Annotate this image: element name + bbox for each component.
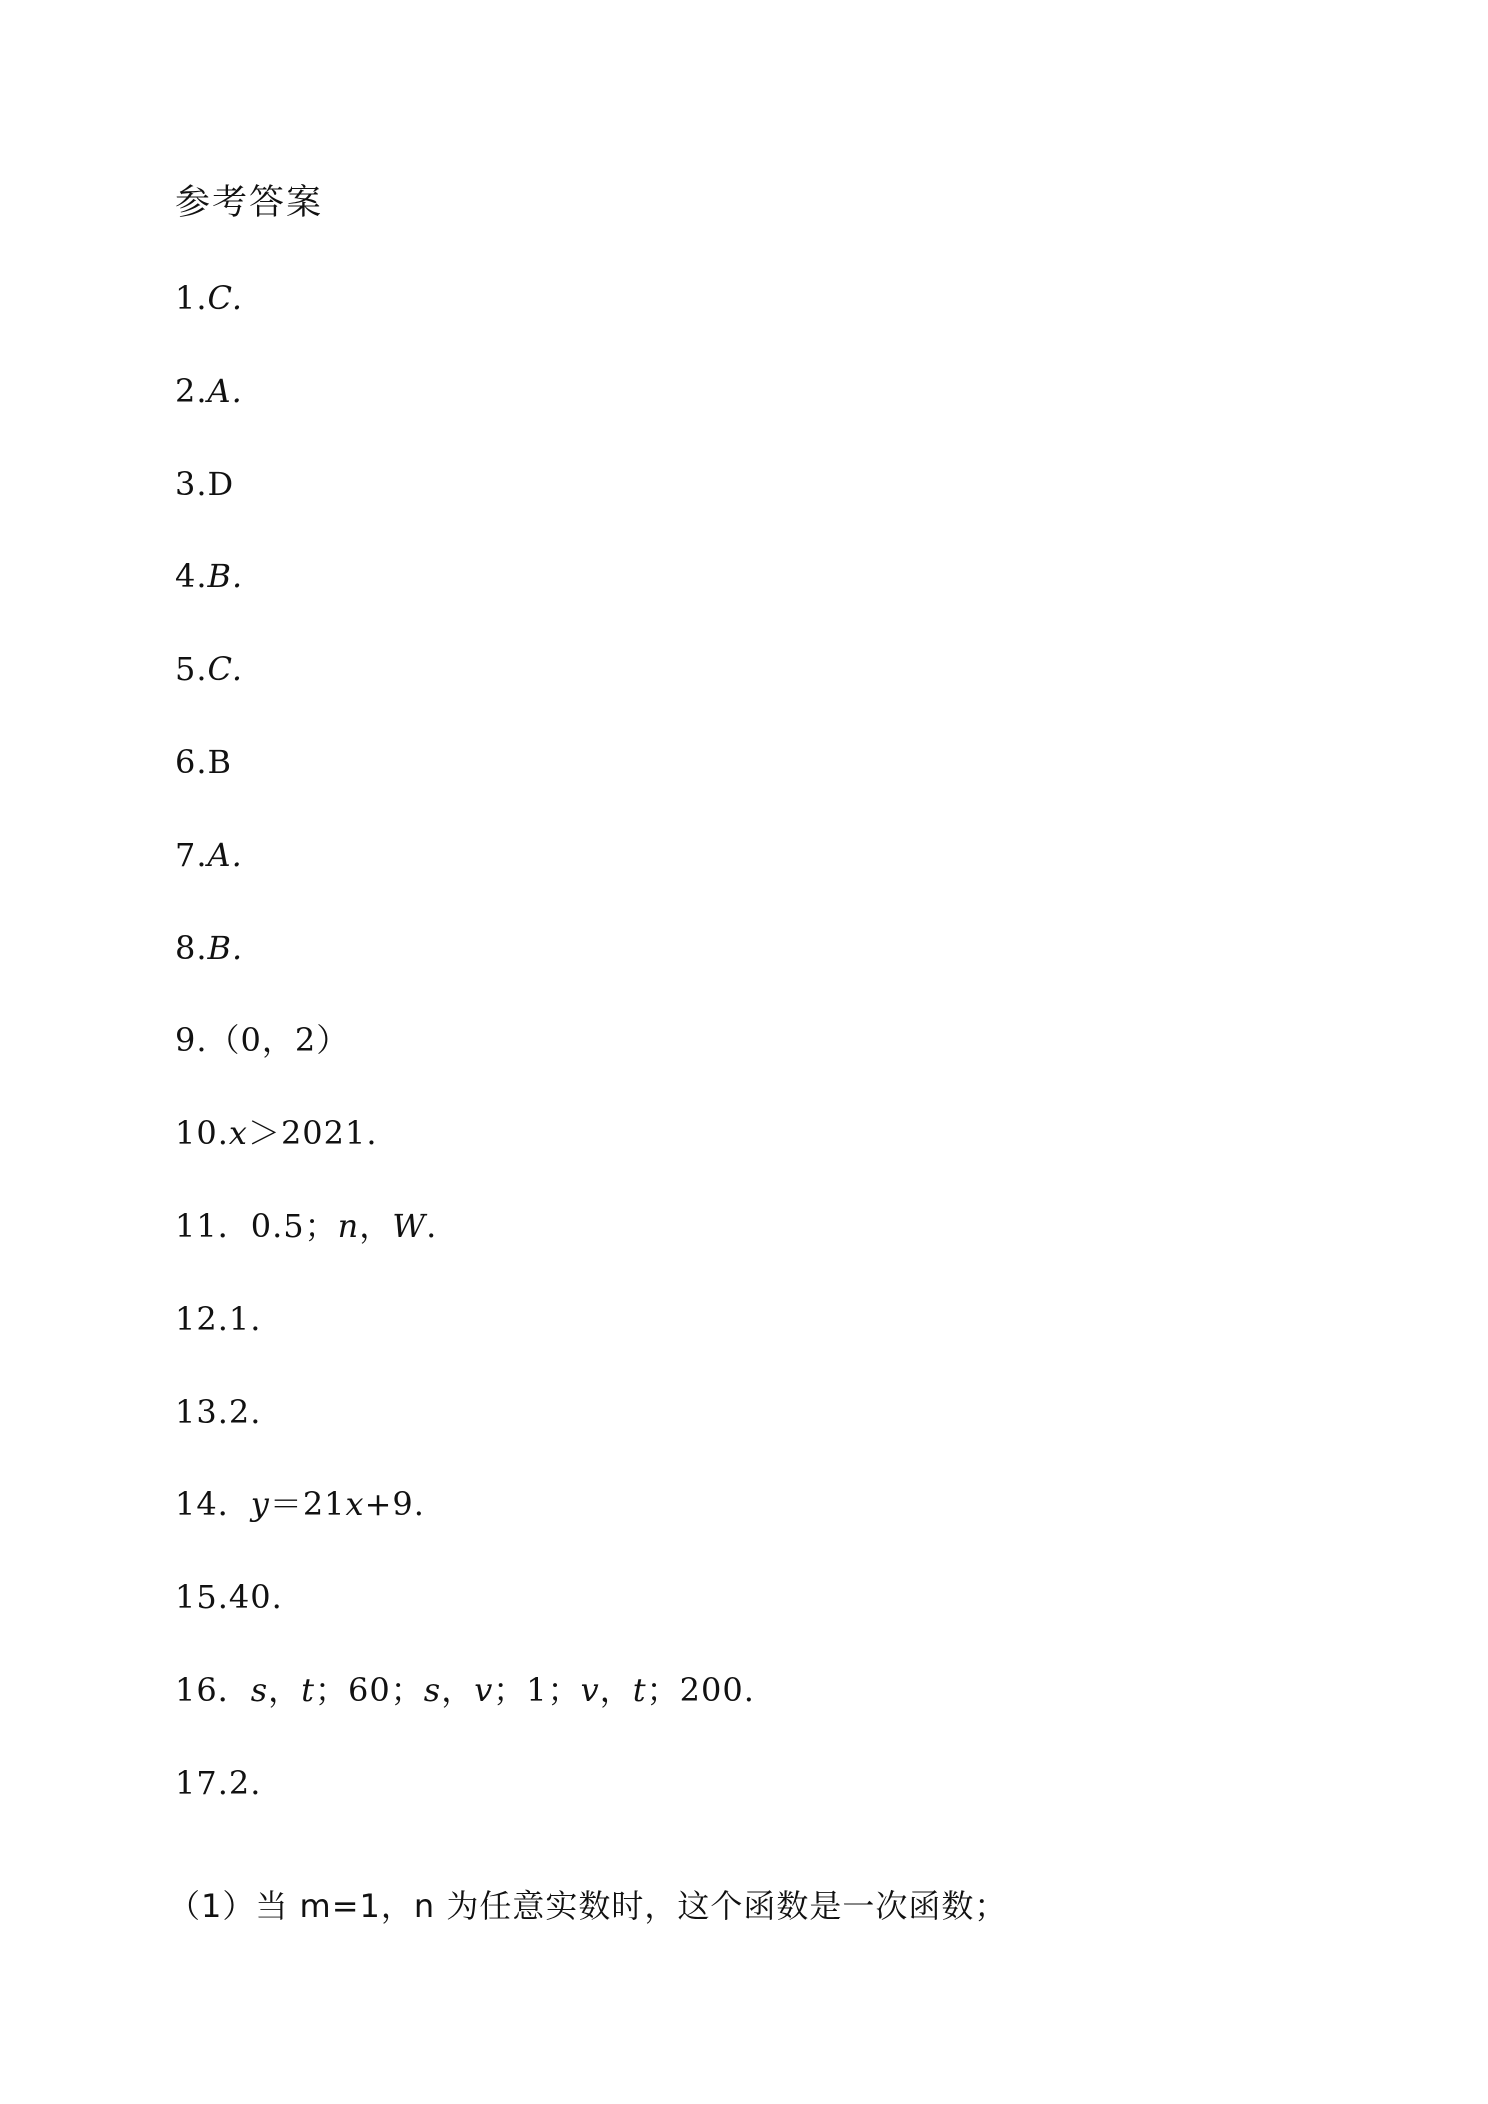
answer-text: .	[426, 1207, 438, 1245]
answer-text: A.	[207, 372, 243, 410]
answer-item	[175, 742, 232, 782]
answer-item	[175, 1206, 437, 1246]
answer-text: D	[207, 465, 235, 503]
answer-text: x	[228, 1114, 248, 1152]
answer-number: 17.	[175, 1764, 229, 1802]
answer-number: 16．	[175, 1671, 251, 1709]
answer-number: 5.	[175, 650, 208, 688]
answer-text: C.	[207, 650, 244, 688]
answer-text: ，	[599, 1671, 633, 1709]
answer-number: 6.	[175, 743, 208, 781]
answer-text: s	[423, 1671, 442, 1709]
document-title: 参考答案	[175, 183, 324, 223]
answer-text: ；1；	[493, 1671, 581, 1709]
solution-line-1: （1）当 m=1，n 为任意实数时，这个函数是一次函数；	[168, 1887, 1008, 1925]
answer-item	[175, 1577, 283, 1617]
answer-text: v	[580, 1671, 600, 1709]
answer-text: ，	[359, 1207, 393, 1245]
answer-number: 12.	[175, 1300, 229, 1338]
answer-number: 11．	[175, 1207, 251, 1245]
answer-text: C.	[207, 279, 244, 317]
answer-text: 40.	[228, 1578, 283, 1616]
answer-item	[175, 1763, 261, 1803]
answer-number: 10.	[175, 1114, 229, 1152]
answer-text: s	[250, 1671, 269, 1709]
answer-item	[175, 1392, 261, 1432]
answer-text: +9.	[364, 1485, 425, 1523]
answer-text: ＞2021.	[247, 1114, 378, 1152]
answer-item	[175, 1484, 425, 1524]
answer-number: 2.	[175, 372, 208, 410]
answer-number: 15.	[175, 1578, 229, 1616]
answer-number: 7.	[175, 836, 208, 874]
answer-text: B	[207, 743, 233, 781]
answer-item	[175, 464, 234, 504]
answer-text: B.	[207, 557, 244, 595]
answer-text: B.	[207, 929, 244, 967]
answer-text: t	[632, 1671, 647, 1709]
answer-number: 1.	[175, 279, 208, 317]
answer-item	[175, 1020, 349, 1060]
answer-text: ；60；	[315, 1671, 424, 1709]
answer-item	[175, 1299, 261, 1339]
answer-text: ，	[268, 1671, 302, 1709]
answer-number: 14．	[175, 1485, 251, 1523]
answer-text: W	[392, 1207, 427, 1245]
answer-number: 3.	[175, 465, 208, 503]
answer-text: ＝21	[269, 1485, 346, 1523]
answer-text: 2.	[228, 1764, 262, 1802]
answer-text: ；200.	[646, 1671, 755, 1709]
answer-item	[175, 835, 243, 875]
answer-text: （0，2）	[207, 1021, 350, 1059]
answer-text: x	[345, 1485, 365, 1523]
answer-item	[175, 556, 243, 596]
answer-number: 8.	[175, 929, 208, 967]
answer-item	[175, 928, 243, 968]
answer-text: 1.	[228, 1300, 262, 1338]
answer-text: 2.	[228, 1393, 262, 1431]
answer-text: t	[301, 1671, 316, 1709]
answer-text: n	[337, 1207, 360, 1245]
answer-number: 4.	[175, 557, 208, 595]
answer-item	[175, 1113, 378, 1153]
answer-text: A.	[207, 836, 243, 874]
answer-text: 0.5；	[250, 1207, 338, 1245]
answer-item	[175, 371, 243, 411]
answer-item	[175, 278, 243, 318]
answer-number: 13.	[175, 1393, 229, 1431]
answer-text: ，	[441, 1671, 475, 1709]
answer-text: v	[474, 1671, 494, 1709]
answer-number: 9.	[175, 1021, 208, 1059]
answer-item	[175, 649, 243, 689]
answer-text: y	[250, 1485, 270, 1523]
answer-item	[175, 1670, 755, 1710]
